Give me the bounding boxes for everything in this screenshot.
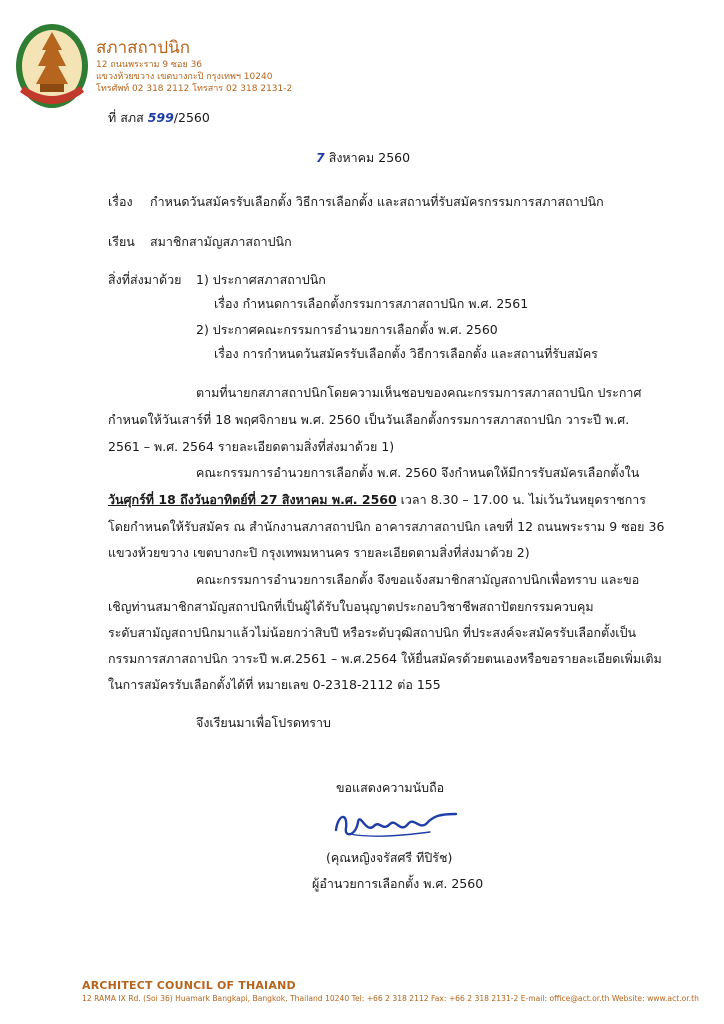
closing-line: จึงเรียนมาเพื่อโปรดทราบ xyxy=(196,715,331,730)
subject-label: เรื่อง xyxy=(108,194,133,209)
paragraph-3-line-5: ในการสมัครรับเลือกตั้งได้ที่ หมายเลข 0-2318-2112 ต่อ 155 xyxy=(108,677,441,692)
regards-text: ขอแสดงความนับถือ xyxy=(336,780,445,795)
reference-prefix: ที่ สภส xyxy=(108,110,144,125)
enclosure-2-detail: เรื่อง การกำหนดวันสมัครรับเลือกตั้ง วิธีการเลือกตั้ง และสถานที่รับสมัคร xyxy=(214,346,598,361)
address-line-1: 12 ถนนพระราม 9 ซอย 36 xyxy=(96,60,203,70)
enclosure-1-detail: เรื่อง กำหนดการเลือกตั้งกรรมการสภาสถาปนิก พ.ศ. 2561 xyxy=(214,296,529,311)
paragraph-3-line-2: เชิญท่านสมาชิกสามัญสถาปนิกที่เป็นผู้ได้รับใบอนุญาตประกอบวิชาชีพสถาปัตยกรรมควบคุม xyxy=(108,599,594,614)
date-handwritten-day: 7 xyxy=(316,150,325,165)
signatory-name: (คุณหญิงจรัสศรี ทีปิรัช) xyxy=(326,850,453,865)
paragraph-2-line-4: แขวงห้วยขวาง เขตบางกะปิ กรุงเทพมหานคร รายละเอียดตามสิ่งที่ส่งมาด้วย 2) xyxy=(108,545,530,560)
date-month-year: สิงหาคม 2560 xyxy=(328,150,411,165)
letter-date xyxy=(316,148,410,168)
paragraph-2-line-1: คณะกรรมการอำนวยการเลือกตั้ง พ.ศ. 2560 จึงกำหนดให้มีการรับสมัครเลือกตั้งใน xyxy=(196,465,640,480)
footer-address: 12 RAMA IX Rd. (Soi 36) Huamark Bangkapi, Bangkok, Thailand 10240 Tel: +66 2 318 2112 Fax: +66 2 318 2131-2 E-mail: office@act.or.th Website: www.act.or.th xyxy=(82,994,699,1003)
paragraph-3-line-4: กรรมการสภาสถาปนิก วาระปี พ.ศ.2561 – พ.ศ.2564 ให้ยื่นสมัครด้วยตนเองหรือขอรายละเอียดเพิ่มเติม xyxy=(108,651,662,666)
paragraph-1-line-2: กำหนดให้วันเสาร์ที่ 18 พฤศจิกายน พ.ศ. 2560 เป็นวันเลือกตั้งกรรมการสภาสถาปนิก วาระปี พ.ศ. xyxy=(108,412,630,427)
address-line-2: แขวงห้วยขวาง เขตบางกะปิ กรุงเทพฯ 10240 xyxy=(96,72,273,82)
enclosures-label: สิ่งที่ส่งมาด้วย xyxy=(108,272,182,287)
paragraph-3-line-1: คณะกรรมการอำนวยการเลือกตั้ง จึงขอแจ้งสมาชิกสามัญสถาปนิกเพื่อทราบ และขอ xyxy=(196,572,640,587)
subject-text: กำหนดวันสมัครรับเลือกตั้ง วิธีการเลือกตั้ง และสถานที่รับสมัครกรรมการสภาสถาปนิก xyxy=(150,194,604,209)
reference-year: /2560 xyxy=(173,110,210,125)
paragraph-1-line-3: 2561 – พ.ศ. 2564 รายละเอียดตามสิ่งที่ส่งมาด้วย 1) xyxy=(108,439,395,454)
architect-council-seal-icon xyxy=(14,20,90,110)
enclosure-2-title: 2) ประกาศคณะกรรมการอำนวยการเลือกตั้ง พ.ศ. 2560 xyxy=(196,322,498,337)
enclosure-1-title: 1) ประกาศสภาสถาปนิก xyxy=(196,272,326,287)
application-hours: เวลา 8.30 – 17.00 น. ไม่เว้นวันหยุดราชการ xyxy=(396,492,646,507)
reference-number xyxy=(108,108,210,128)
address-line-3: โทรศัพท์ 02 318 2112 โทรสาร 02 318 2131-2 xyxy=(96,84,293,94)
signatory-position: ผู้อำนวยการเลือกตั้ง พ.ศ. 2560 xyxy=(312,876,484,891)
handwritten-signature-icon xyxy=(330,808,462,842)
to-label: เรียน xyxy=(108,234,135,249)
application-period: วันศุกร์ที่ 18 ถึงวันอาทิตย์ที่ 27 สิงหาคม พ.ศ. 2560 xyxy=(108,492,397,507)
footer-org-name: ARCHITECT COUNCIL OF THAIAND xyxy=(82,979,296,992)
paragraph-1-line-1: ตามที่นายกสภาสถาปนิกโดยความเห็นชอบของคณะกรรมการสภาสถาปนิก ประกาศ xyxy=(196,385,642,400)
paragraph-3-line-3: ระดับสามัญสถาปนิกมาแล้วไม่น้อยกว่าสิบปี หรือระดับวุฒิสถาปนิก ที่ประสงค์จะสมัครรับเลือกตั้งเป็น xyxy=(108,625,637,640)
to-text: สมาชิกสามัญสภาสถาปนิก xyxy=(150,234,292,249)
paragraph-2-line-3: โดยกำหนดให้รับสมัคร ณ สำนักงานสภาสถาปนิก อาคารสภาสถาปนิก เลขที่ 12 ถนนพระราม 9 ซอย 36 xyxy=(108,519,665,534)
paragraph-2-line-2 xyxy=(108,490,646,510)
org-name: สภาสถาปนิก xyxy=(96,38,191,58)
reference-handwritten-number: 599 xyxy=(147,110,174,125)
